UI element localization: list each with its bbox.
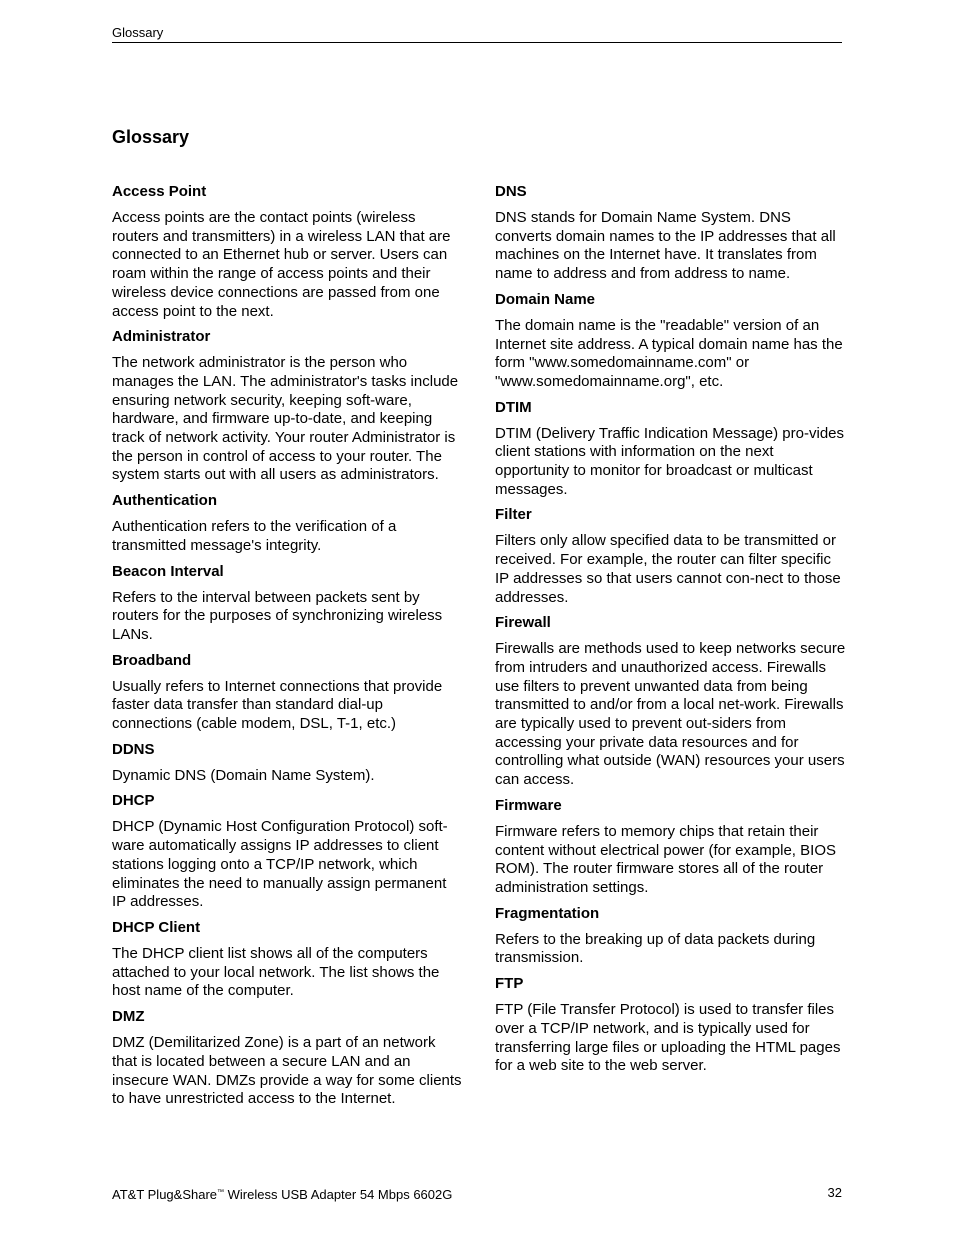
glossary-definition: DMZ (Demilitarized Zone) is a part of an network that is located between a secure LAN and an insecure WAN. DMZs provide a way for some clients to have unrestricted access to the Internet. <box>112 1034 462 1108</box>
footer-product-prefix: AT&T Plug&Share <box>112 1187 218 1202</box>
glossary-entry <box>495 183 847 284</box>
glossary-definition: DHCP (Dynamic Host Configuration Protocol) soft-ware automatically assigns IP addresses to client stations logging onto a TCP/IP network, which eliminates the need to manually assign permanent IP addresses. <box>112 818 448 911</box>
glossary-term: Filter <box>495 506 532 524</box>
glossary-term: DMZ <box>112 1008 145 1026</box>
glossary-definition: The network administrator is the person who manages the LAN. The administrator's tasks include ensuring network security, keeping soft-ware, hardware, and firmware up-to-date, and keeping track of network activity. Your router Administrator is the person in control of access to your router. The system starts out with all users as administrators. <box>112 354 459 484</box>
glossary-term: Fragmentation <box>495 904 600 922</box>
glossary-definition: The domain name is the "readable" version of an Internet site address. A typical domain name has the form "www.somedomainname.com" or "www.somedomainname.org", etc. <box>495 316 843 390</box>
glossary-term: DHCP <box>112 792 155 810</box>
glossary-definition: Dynamic DNS (Domain Name System). <box>112 766 375 784</box>
page-number: 32 <box>827 1185 842 1200</box>
glossary-entry <box>495 975 847 1076</box>
glossary-definition: FTP (File Transfer Protocol) is used to transfer files over a TCP/IP network, and is typically used for transferring large files or uploading the HTML pages for a web site to the web server. <box>495 1001 841 1075</box>
glossary-term: Firmware <box>495 796 562 814</box>
page-title: Glossary <box>112 127 190 147</box>
glossary-entry <box>112 792 464 912</box>
glossary-term: Administrator <box>112 328 211 346</box>
glossary-entry <box>112 183 464 321</box>
footer-product-suffix: Wireless USB Adapter 54 Mbps 6602G <box>224 1187 453 1202</box>
glossary-term: Beacon Interval <box>112 562 224 580</box>
trademark-symbol: ™ <box>217 1189 225 1196</box>
glossary-entry <box>112 919 464 1001</box>
glossary-definition: Authentication refers to the verification of a transmitted message's integrity. <box>112 518 397 554</box>
glossary-term: DNS <box>495 183 527 200</box>
glossary-entry <box>495 614 847 790</box>
glossary-definition: Refers to the interval between packets sent by routers for the purposes of synchronizing wireless LANs. <box>112 588 443 643</box>
glossary-entry <box>112 492 464 555</box>
glossary-entry <box>495 291 847 392</box>
glossary-term: Broadband <box>112 651 192 669</box>
running-header: Glossary <box>112 25 164 40</box>
glossary-definition: The DHCP client list shows all of the computers attached to your local network. The list shows the host name of the computer. <box>112 944 440 1000</box>
glossary-term: Access Point <box>112 183 207 200</box>
glossary-definition: Filters only allow specified data to be transmitted or received. For example, the router can filter specific IP addresses so that users cannot con-nect to those addresses. <box>495 532 841 606</box>
glossary-definition: Usually refers to Internet connections that provide faster data transfer than standard dial-up connections (cable modem, DSL, T-1, etc.) <box>112 677 443 733</box>
glossary-term: DDNS <box>112 740 155 758</box>
header-rule <box>112 42 842 43</box>
glossary-entry <box>495 399 847 500</box>
glossary-entry <box>495 905 847 968</box>
glossary-term: FTP <box>495 975 524 993</box>
footer-product-name <box>112 1185 452 1203</box>
glossary-entry <box>112 563 464 645</box>
glossary-entry <box>495 506 847 607</box>
glossary-term: Domain Name <box>495 290 596 308</box>
glossary-definition: Refers to the breaking up of data packets during transmission. <box>495 930 816 967</box>
glossary-definition: DTIM (Delivery Traffic Indication Message) pro-vides client stations with information on the next opportunity to monitor for broadcast or multicast messages. <box>495 424 844 498</box>
glossary-definition: Firewalls are methods used to keep networks secure from intruders and unauthorized access. Firewalls use filters to prevent unwanted data from being transmitted to and/or from a local net-work. Firewalls are typically used to prevent out-siders from accessing your private data resources and for controlling what outside (WAN) resources your users can access. <box>495 640 846 789</box>
glossary-entry <box>112 1008 464 1109</box>
left-column <box>112 183 464 1116</box>
right-column <box>495 183 847 1083</box>
glossary-definition: Firmware refers to memory chips that retain their content without electrical power (for example, BIOS ROM). The router firmware stores all of the router administration settings. <box>495 822 836 896</box>
glossary-entry <box>112 741 464 786</box>
glossary-term: DTIM <box>495 398 532 416</box>
glossary-term: DHCP Client <box>112 918 201 936</box>
glossary-term: Authentication <box>112 492 217 510</box>
glossary-entry <box>112 328 464 485</box>
glossary-entry <box>112 652 464 734</box>
glossary-term: Firewall <box>495 614 551 632</box>
glossary-definition: DNS stands for Domain Name System. DNS converts domain names to the IP addresses that all machines on the Internet have. It translates from name to address and from address to name. <box>495 209 836 283</box>
glossary-definition: Access points are the contact points (wireless routers and transmitters) in a wireless LAN that are connected to an Ethernet hub or server. Users can roam within the range of access points and their wireless device connections are passed from one access point to the next. <box>112 209 451 320</box>
glossary-entry <box>495 797 847 898</box>
